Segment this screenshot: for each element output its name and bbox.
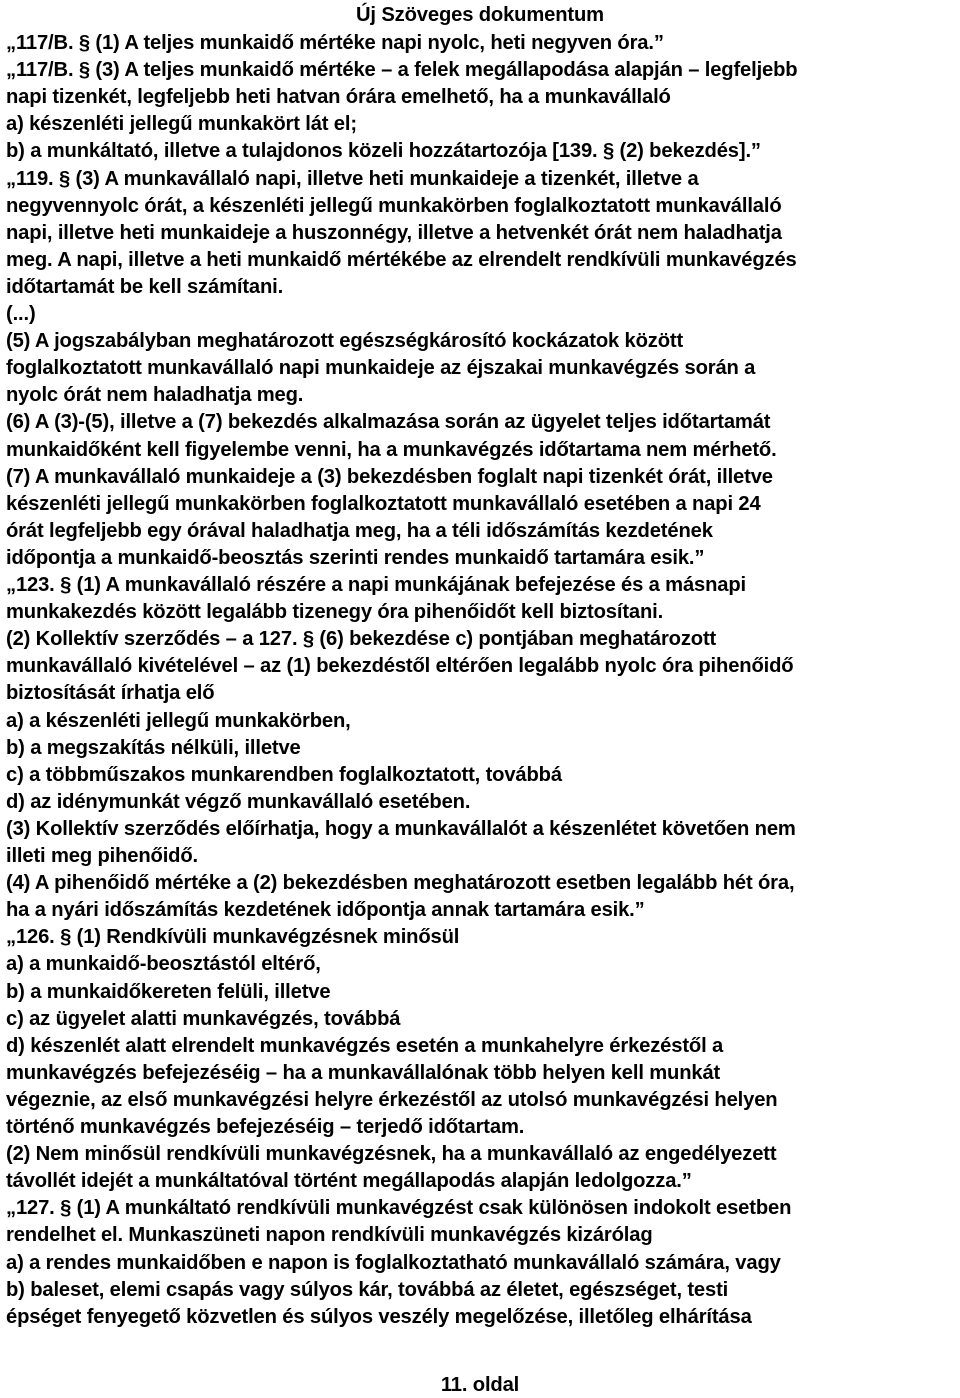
- text-line: „117/B. § (3) A teljes munkaidő mértéke – a felek megállapodása alapján – legfeljebb: [6, 59, 798, 82]
- text-line: b) baleset, elemi csapás vagy súlyos kár, továbbá az életet, egészséget, testi: [6, 1278, 729, 1301]
- text-line: történő munkavégzés befejezéséig – terjedő időtartam.: [6, 1116, 525, 1138]
- text-line: (7) A munkavállaló munkaideje a (3) bekezdésben foglalt napi tizenkét órát, illetve: [6, 465, 773, 488]
- text-line: b) a munkaidőkereten felüli, illetve: [6, 980, 331, 1003]
- text-line: munkavégzés befejezéséig – ha a munkavállalónak több helyen kell munkát: [6, 1061, 721, 1084]
- text-line: nyolc órát nem haladhatja meg.: [6, 384, 304, 407]
- text-line: (6) A (3)-(5), illetve a (7) bekezdés alkalmazása során az ügyelet teljes időtartamát: [6, 411, 771, 434]
- text-line: b) a megszakítás nélküli, illetve: [6, 736, 301, 759]
- text-line: illeti meg pihenőidő.: [6, 845, 199, 867]
- text-line: a) készenléti jellegű munkakört lát el;: [6, 113, 357, 136]
- text-line: készenléti jellegű munkakörben foglalkoztatott munkavállaló esetében a napi 24: [6, 492, 761, 515]
- text-line: a) a munkaidő-beosztástól eltérő,: [6, 953, 321, 976]
- text-line: rendelhet el. Munkaszüneti napon rendkívüli munkavégzés kizárólag: [6, 1224, 653, 1247]
- text-line: (5) A jogszabályban meghatározott egészségkárosító kockázatok között: [6, 330, 684, 353]
- text-line: „119. § (3) A munkavállaló napi, illetve heti munkaideje a tizenkét, illetve a: [6, 167, 699, 190]
- text-line: időpontja a munkaidő-beosztás szerinti rendes munkaidő tartamára esik.”: [6, 546, 705, 569]
- text-line: végeznie, az első munkavégzési helyre érkezéstől az utolsó munkavégzési helyen: [6, 1088, 778, 1111]
- text-line: c) az ügyelet alatti munkavégzés, továbbá: [6, 1007, 401, 1030]
- text-line: munkakezdés között legalább tizenegy óra pihenőidőt kell biztosítani.: [6, 601, 664, 624]
- text-line: épséget fenyegető közvetlen és súlyos veszély megelőzése, illetőleg elhárítása: [6, 1305, 752, 1328]
- text-line: c) a többműszakos munkarendben foglalkoztatott, továbbá: [6, 763, 562, 786]
- text-line: távollét idejét a munkáltatóval történt megállapodás alapján ledolgozza.”: [6, 1170, 692, 1193]
- text-line: időtartamát be kell számítani.: [6, 275, 284, 298]
- text-line: a) a rendes munkaidőben e napon is foglalkoztatható munkavállaló számára, vagy: [6, 1251, 781, 1274]
- text-line: d) készenlét alatt elrendelt munkavégzés esetén a munkahelyre érkezéstől a: [6, 1034, 724, 1057]
- text-line: napi, illetve heti munkaideje a huszonnégy, illetve a hetvenkét órát nem haladhatja: [6, 221, 782, 244]
- text-line: „127. § (1) A munkáltató rendkívüli munkavégzést csak különösen indokolt esetben: [6, 1197, 792, 1220]
- text-line: munkaidőként kell figyelembe venni, ha a munkavégzés időtartama nem mérhető.: [6, 438, 777, 461]
- text-line: (4) A pihenőidő mértéke a (2) bekezdésben meghatározott esetben legalább hét óra,: [6, 872, 795, 895]
- document-title: Új Szöveges dokumentum: [356, 4, 604, 26]
- text-line: munkavállaló kivételével – az (1) bekezdéstől eltérően legalább nyolc óra pihenőidő: [6, 655, 794, 678]
- text-line: foglalkoztatott munkavállaló napi munkaideje az éjszakai munkavégzés során a: [6, 357, 756, 380]
- text-line: „117/B. § (1) A teljes munkaidő mértéke napi nyolc, heti negyven óra.”: [6, 32, 664, 54]
- text-line: napi tizenkét, legfeljebb heti hatvan órára emelhető, ha a munkavállaló: [6, 86, 671, 109]
- text-line: negyvennyolc órát, a készenléti jellegű munkakörben foglalkoztatott munkavállaló: [6, 194, 782, 217]
- page-number: 11. oldal: [440, 1374, 520, 1396]
- text-line: (...): [6, 303, 36, 325]
- text-line: meg. A napi, illetve a heti munkaidő mértékébe az elrendelt rendkívüli munkavégzés: [6, 248, 797, 271]
- text-line: b) a munkáltató, illetve a tulajdonos közeli hozzátartozója [139. § (2) bekezdés].”: [6, 140, 761, 163]
- text-line: (2) Nem minősül rendkívüli munkavégzésnek, ha a munkavállaló az engedélyezett: [6, 1143, 777, 1166]
- text-line: a) a készenléti jellegű munkakörben,: [6, 709, 351, 732]
- text-line: (2) Kollektív szerződés – a 127. § (6) bekezdése c) pontjában meghatározott: [6, 628, 717, 651]
- text-line: „126. § (1) Rendkívüli munkavégzésnek minősül: [6, 926, 460, 949]
- text-line: ha a nyári időszámítás kezdetének időpontja annak tartamára esik.”: [6, 899, 645, 922]
- text-line: d) az idénymunkát végző munkavállaló esetében.: [6, 790, 471, 813]
- text-line: (3) Kollektív szerződés előírhatja, hogy a munkavállalót a készenlétet követően nem: [6, 817, 796, 840]
- text-line: biztosítását írhatja elő: [6, 682, 215, 705]
- text-line: órát legfeljebb egy órával haladhatja meg, ha a téli időszámítás kezdetének: [6, 519, 713, 542]
- text-line: „123. § (1) A munkavállaló részére a napi munkájának befejezése és a másnapi: [6, 574, 747, 596]
